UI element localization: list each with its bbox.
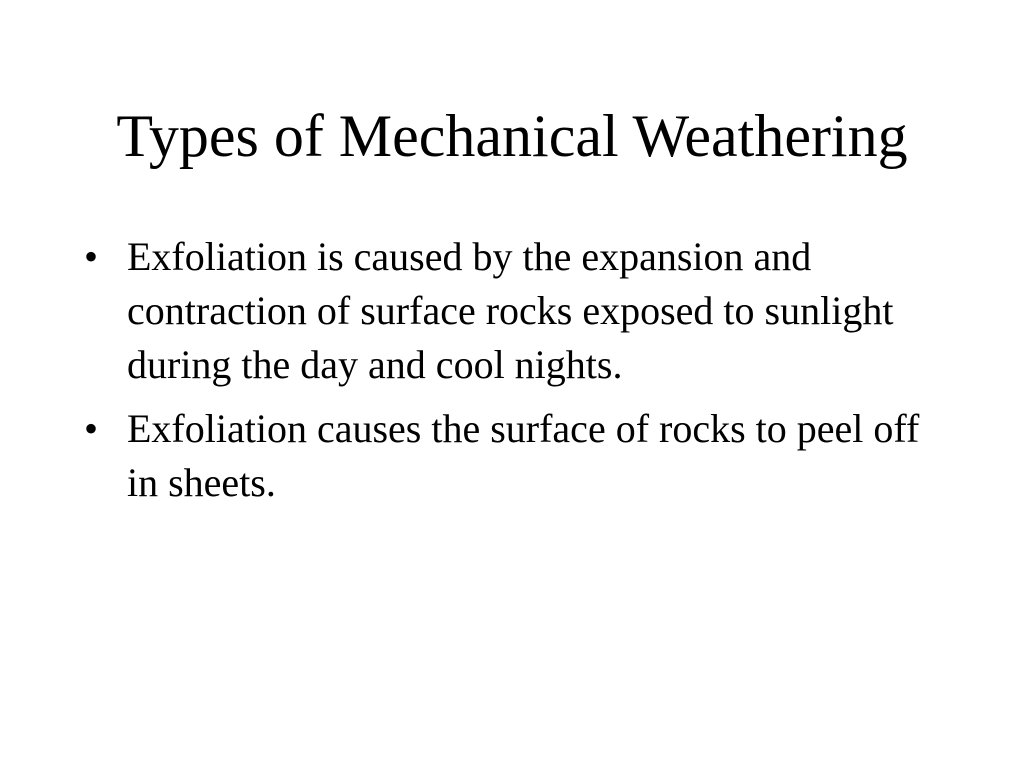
bullet-item bbox=[84, 402, 934, 510]
bullet-marker: • bbox=[84, 406, 99, 451]
bullet-item bbox=[84, 230, 934, 392]
bullet-text: Exfoliation is caused by the expansion and contraction of surface rocks exposed to sunlight during the day and cool nights. bbox=[127, 234, 894, 387]
bullet-marker: • bbox=[84, 234, 99, 279]
slide-title: Types of Mechanical Weathering bbox=[116, 103, 908, 169]
bullet-list bbox=[84, 230, 934, 520]
bullet-text: Exfoliation causes the surface of rocks to peel off in sheets. bbox=[127, 406, 920, 505]
